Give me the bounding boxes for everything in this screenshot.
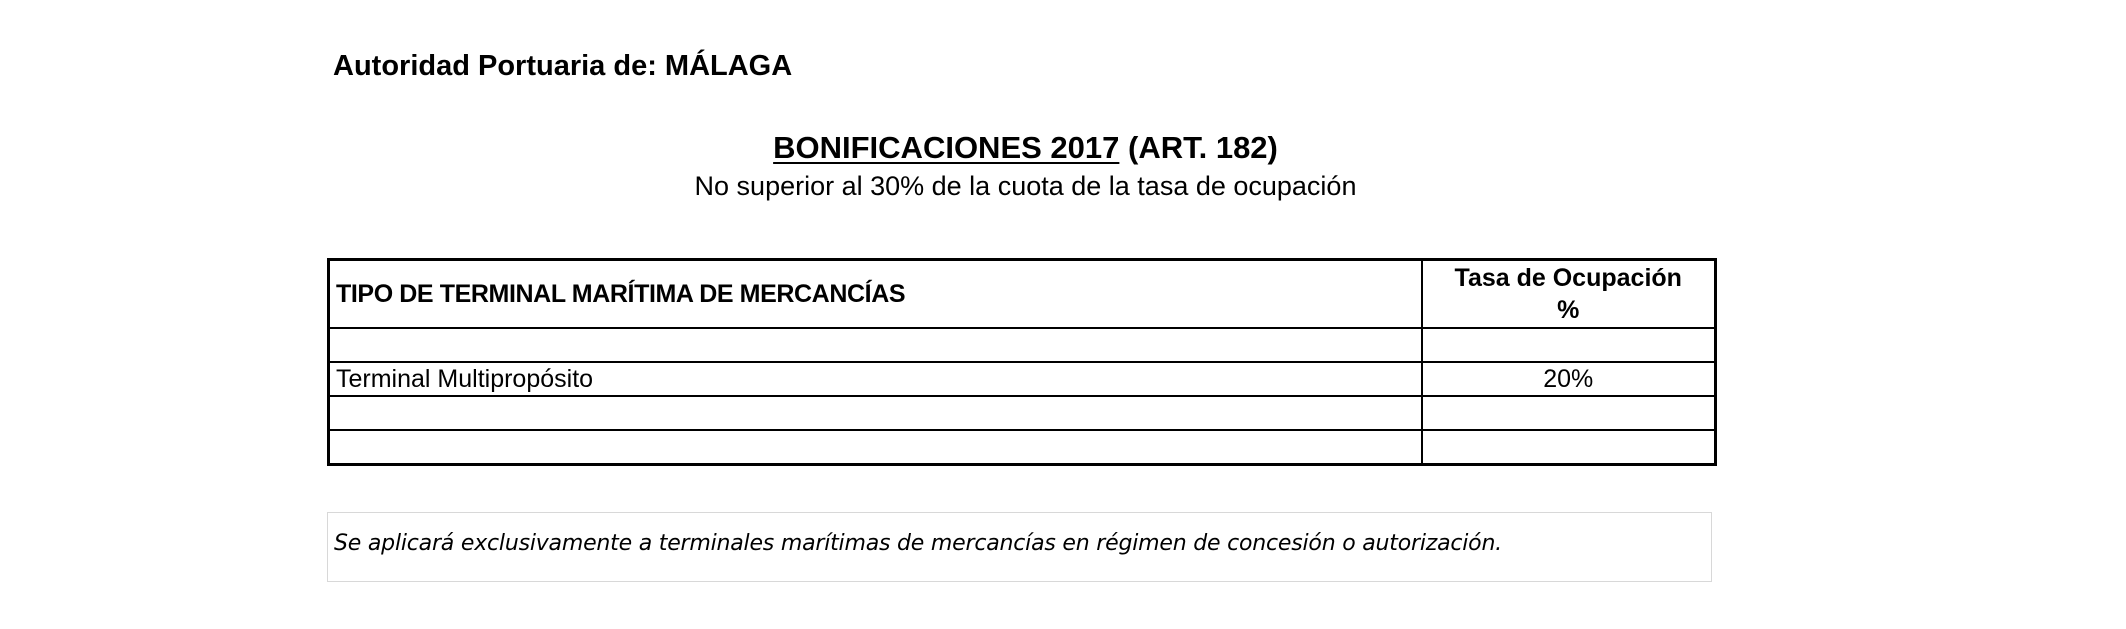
cell-tasa — [1422, 430, 1716, 465]
cell-tasa — [1422, 396, 1716, 430]
title-article: (ART. 182) — [1119, 130, 1278, 165]
header-tipo-terminal: TIPO DE TERMINAL MARÍTIMA DE MERCANCÍAS — [329, 260, 1422, 329]
cell-tasa — [1422, 328, 1716, 362]
table-header-row — [329, 260, 1716, 329]
header-tasa-ocupacion — [1422, 260, 1716, 329]
header-tasa-label: Tasa de Ocupación % — [1454, 264, 1682, 324]
bonificaciones-table — [327, 258, 1717, 466]
note-text: Se aplicará exclusivamente a terminales marítimas de mercancías en régimen de concesión o autorización. — [334, 531, 1502, 556]
authority-heading: Autoridad Portuaria de: MÁLAGA — [333, 50, 793, 82]
table-row — [329, 328, 1716, 362]
note-box — [327, 512, 1712, 582]
cell-tipo — [329, 328, 1422, 362]
document-subtitle: No superior al 30% de la cuota de la tasa de ocupación — [694, 171, 1357, 201]
cell-tipo — [329, 430, 1422, 465]
document-title — [333, 128, 1718, 168]
table-row — [329, 396, 1716, 430]
table-row — [329, 430, 1716, 465]
table-row — [329, 362, 1716, 396]
cell-tasa: 20% — [1422, 362, 1716, 396]
cell-tipo — [329, 396, 1422, 430]
cell-tipo: Terminal Multipropósito — [329, 362, 1422, 396]
title-block — [333, 128, 1718, 204]
title-underlined: BONIFICACIONES 2017 — [773, 130, 1120, 165]
